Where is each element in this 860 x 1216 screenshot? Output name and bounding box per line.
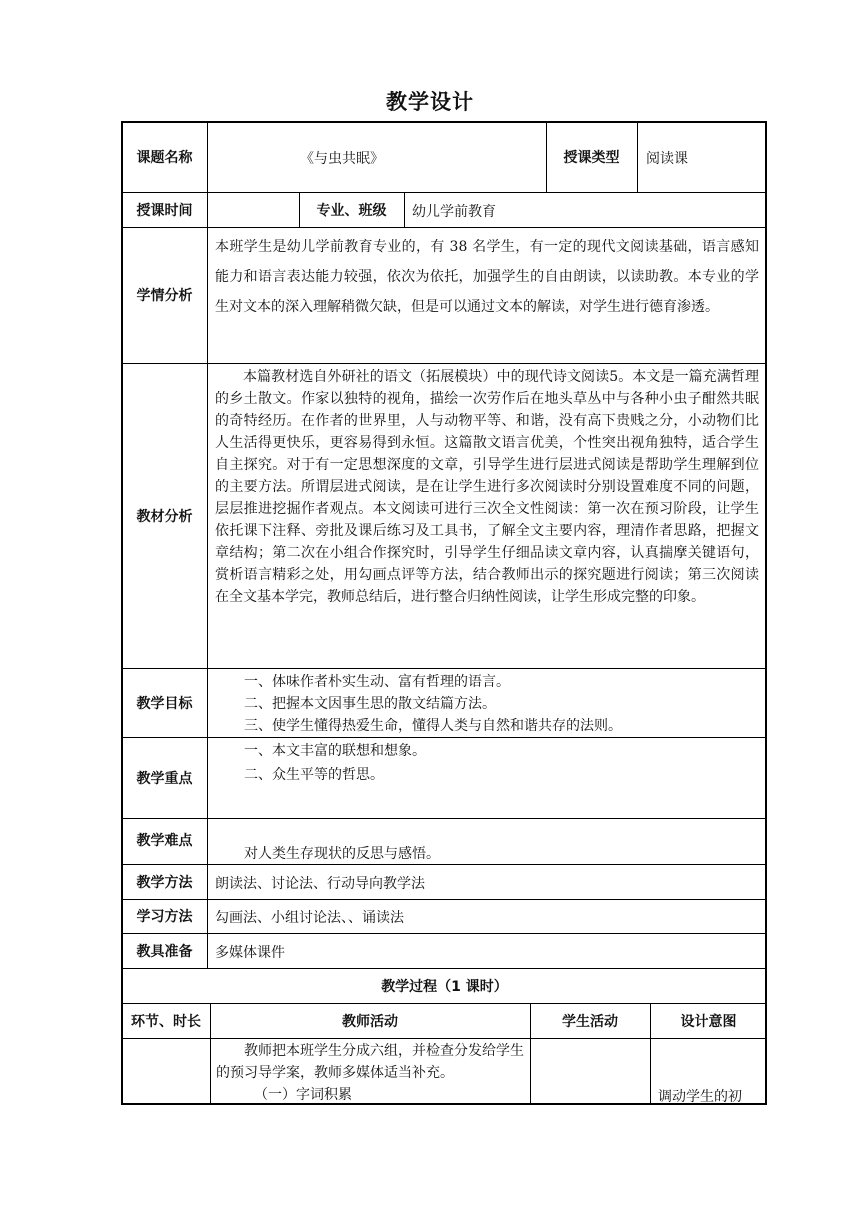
teaching-aids-value: 多媒体课件 (215, 945, 285, 961)
col-header-student: 学生活动 (562, 1013, 618, 1030)
process-heading: 教学过程（1 课时） (381, 978, 508, 995)
row-divider (121, 192, 767, 193)
teaching-aids-label: 教具准备 (136, 943, 193, 960)
row-divider (121, 1038, 767, 1039)
difficulties-label: 教学难点 (136, 833, 193, 849)
row-divider (121, 864, 767, 865)
col-header-teacher: 教师活动 (342, 1013, 398, 1030)
col-header-stage: 环节、时长 (131, 1013, 201, 1030)
teaching-method-label: 教学方法 (136, 874, 193, 891)
row-divider (121, 668, 767, 669)
row-divider (121, 227, 767, 228)
student-analysis-label: 学情分析 (136, 288, 193, 304)
major-value: 幼儿学前教育 (412, 204, 496, 220)
course-type-label: 授课类型 (563, 150, 620, 166)
row-divider (121, 737, 767, 738)
objective-item: 一、体味作者朴实生动、富有哲理的语言。 (244, 674, 510, 690)
key-point-item: 一、本文丰富的联想和想象。 (244, 743, 426, 759)
material-analysis-text: 本篇教材选自外研社的语文（拓展模块）中的现代诗文阅读5。本文是一篇充满哲理的乡土散文。作家以独特的视角，描绘一次劳作后在地头草丛中与各种小虫子酣然共眠的奇特经历。在作者的世界里，人与动物平等、和谐，没有高下贵贱之分，小动物们比人生活得更快乐，更容易得到永恒。这篇散文语言优美，个性突出视角独特，适合学生自主探究。对于有一定思想深度的文章，引导学生进行层进式阅读是帮助学生理解到位的主要方法。所谓层进式阅读，是在让学生进行多次阅读时分别设置难度不同的问题，层层推进挖掘作者观点。本文阅读可进行三次全文性阅读：第一次在预习阶段，让学生依托课下注释、旁批及课后练习及工具书，了解全文主要内容，理清作者思路，把握文章结构；第二次在小组合作探究时，引导学生仔细品读文章内容，认真揣摩关键语句，赏析语言精彩之处，用勾画点评等方法，结合教师出示的探究题进行阅读；第三次阅读在全文基本学完，教师总结后，进行整合归纳性阅读，让学生形成完整的印象。 (215, 369, 759, 605)
design-intent-text: 调动学生的初 (658, 1089, 742, 1105)
major-label: 专业、班级 (316, 202, 387, 219)
teaching-method-value: 朗读法、讨论法、行动导向教学法 (215, 876, 425, 892)
objectives-label: 教学目标 (136, 695, 193, 712)
col-divider (404, 192, 405, 227)
teacher-activity-text: 教师把本班学生分成六组，并检查分发给学生的预习导学案，教师多媒体适当补充。 (216, 1043, 524, 1081)
teacher-activity-sub: （一）字词积累 (254, 1087, 352, 1103)
time-label: 授课时间 (136, 202, 193, 219)
row-divider (121, 899, 767, 900)
learning-method-label: 学习方法 (136, 909, 193, 925)
col-header-intent: 设计意图 (680, 1013, 737, 1030)
key-point-item: 二、众生平等的哲思。 (244, 767, 384, 783)
col-divider (637, 121, 638, 192)
course-name-label: 课题名称 (136, 150, 193, 166)
row-divider (121, 818, 767, 819)
page-title: 教学设计 (386, 90, 474, 114)
learning-method-value: 勾画法、小组讨论法、、诵读法 (215, 910, 404, 926)
row-divider (121, 933, 767, 934)
course-name-value: 《与虫共眠》 (300, 151, 384, 167)
objective-item: 三、使学生懂得热爱生命，懂得人类与自然和谐共存的法则。 (244, 718, 622, 734)
row-divider (121, 363, 767, 364)
col-divider (207, 121, 208, 968)
objective-item: 二、把握本文因事生思的散文结篇方法。 (244, 696, 496, 712)
key-points-label: 教学重点 (136, 770, 193, 787)
student-analysis-text: 本班学生是幼儿学前教育专业的，有 38 名学生，有一定的现代文阅读基础，语言感知能力和语言表达能力较强，依次为依托，加强学生的自由朗读，以读助教。本专业的学生对文本的深入理解稍微欠缺，但是可以通过文本的解读，对学生进行德育渗透。 (215, 239, 759, 315)
course-type-value: 阅读课 (646, 151, 688, 167)
difficulties-text: 对人类生存现状的反思与感悟。 (244, 846, 440, 862)
material-analysis-label: 教材分析 (136, 508, 193, 525)
